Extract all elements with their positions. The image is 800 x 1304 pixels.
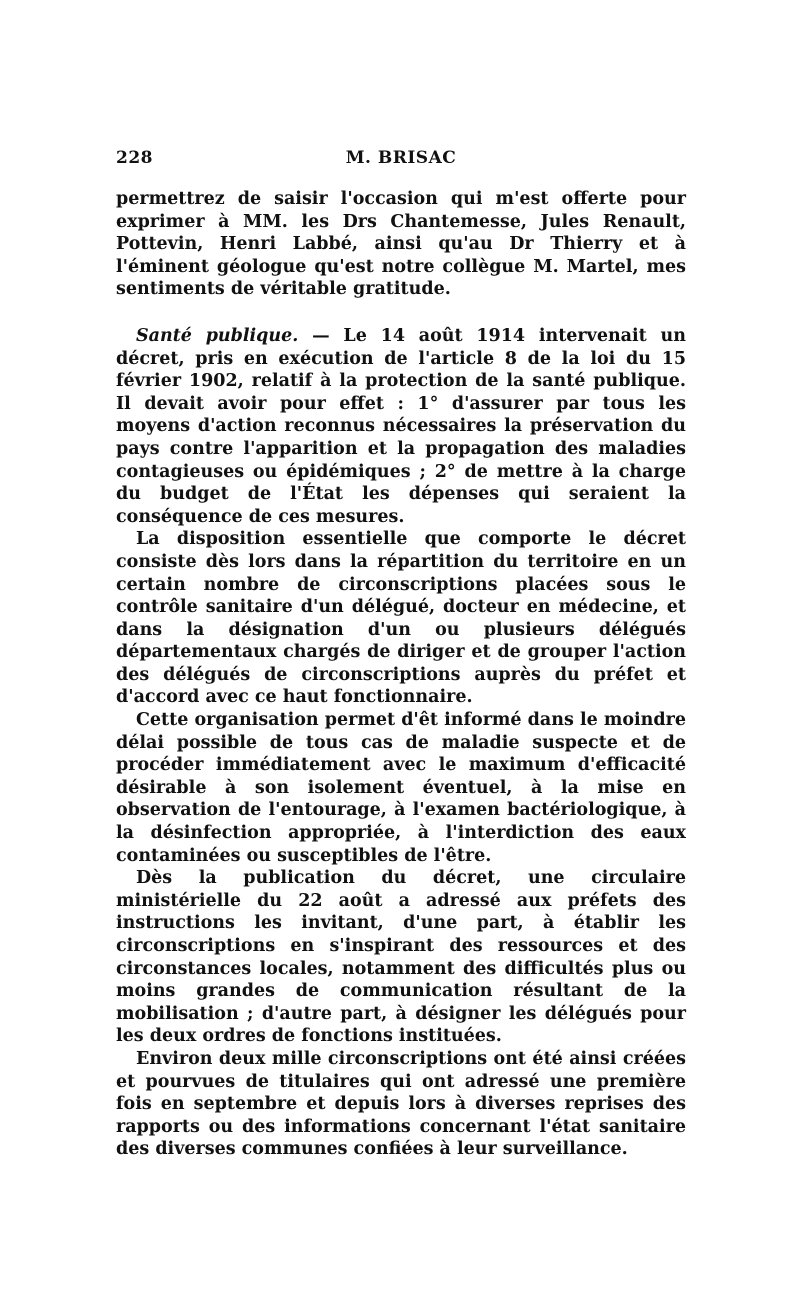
paragraph-text: permettrez de saisir l'occasion qui m'est offerte pour exprimer à MM. les Drs Chantemesse, Jules Renault, Pottevin, Henri Labbé, ainsi qu'au Dr Thierry et à l'éminent géologue qu'est notre collègue M. Martel, mes sentiments de véritable gratitude.	[116, 189, 686, 300]
paragraph-text: Dès la publication du décret, une circulaire ministérielle du 22 août a adressé aux préfets des instructions les invitant, d'une part, à établir les circonscriptions en s'inspirant des ressources et des circonstances locales, notamment des difficultés plus ou moins grandes de communication résultant de la mobilisation ; d'autre part, à désigner les délégués pour les deux ordres de fonctions instituées.	[116, 868, 686, 1047]
paragraph-disposition	[116, 528, 686, 709]
running-header	[116, 148, 686, 174]
paragraph-organisation	[116, 709, 686, 867]
paragraph-sante-publique	[116, 325, 686, 528]
book-page	[116, 148, 686, 1161]
running-title: M. BRISAC	[345, 148, 457, 168]
paragraph-gratitude	[116, 188, 686, 301]
page-number: 228	[116, 148, 153, 168]
body-text	[116, 188, 686, 1161]
paragraph-text: Environ deux mille circonscriptions ont été ainsi créées et pourvues de titulaires qui ont adressé une première fois en septembre et depuis lors à diverses reprises des rapports ou des informations concernant l'état sanitaire des diverses communes confiées à leur surveillance.	[116, 1048, 686, 1160]
paragraph-circulaire	[116, 867, 686, 1048]
paragraph-circonscriptions	[116, 1048, 686, 1161]
paragraph-text: — Le 14 août 1914 intervenait un décret, pris en exécution de l'article 8 de la loi du 15 février 1902, relatif à la protection de la santé publique. Il devait avoir pour effet : 1° d'assurer par tous les moyens d'action reconnus nécessaires la préservation du pays contre l'apparition et la propagation des maladies contagieuses ou épidémiques ; 2° de mettre à la charge du budget de l'État les dépenses qui seraient la conséquence de ces mesures.	[116, 325, 686, 527]
section-heading: Santé publique.	[136, 325, 299, 346]
paragraph-text: Cette organisation permet d'êt informé dans le moindre délai possible de tous cas de maladie suspecte et de procéder immédiatement avec le maximum d'efficacité désirable à son isolement éventuel, à la mise en observation de l'entourage, à l'examen bactériologique, à la désinfection appropriée, à l'interdiction des eaux contaminées ou susceptibles de l'être.	[116, 710, 686, 866]
paragraph-text: La disposition essentielle que comporte le décret consiste dès lors dans la répartition du territoire en un certain nombre de circonscriptions placées sous le contrôle sanitaire d'un délégué, docteur en médecine, et dans la désignation d'un ou plusieurs délégués départementaux chargés de diriger et de grouper l'action des délégués de circonscriptions auprès du préfet et d'accord avec ce haut fonctionnaire.	[116, 529, 686, 708]
